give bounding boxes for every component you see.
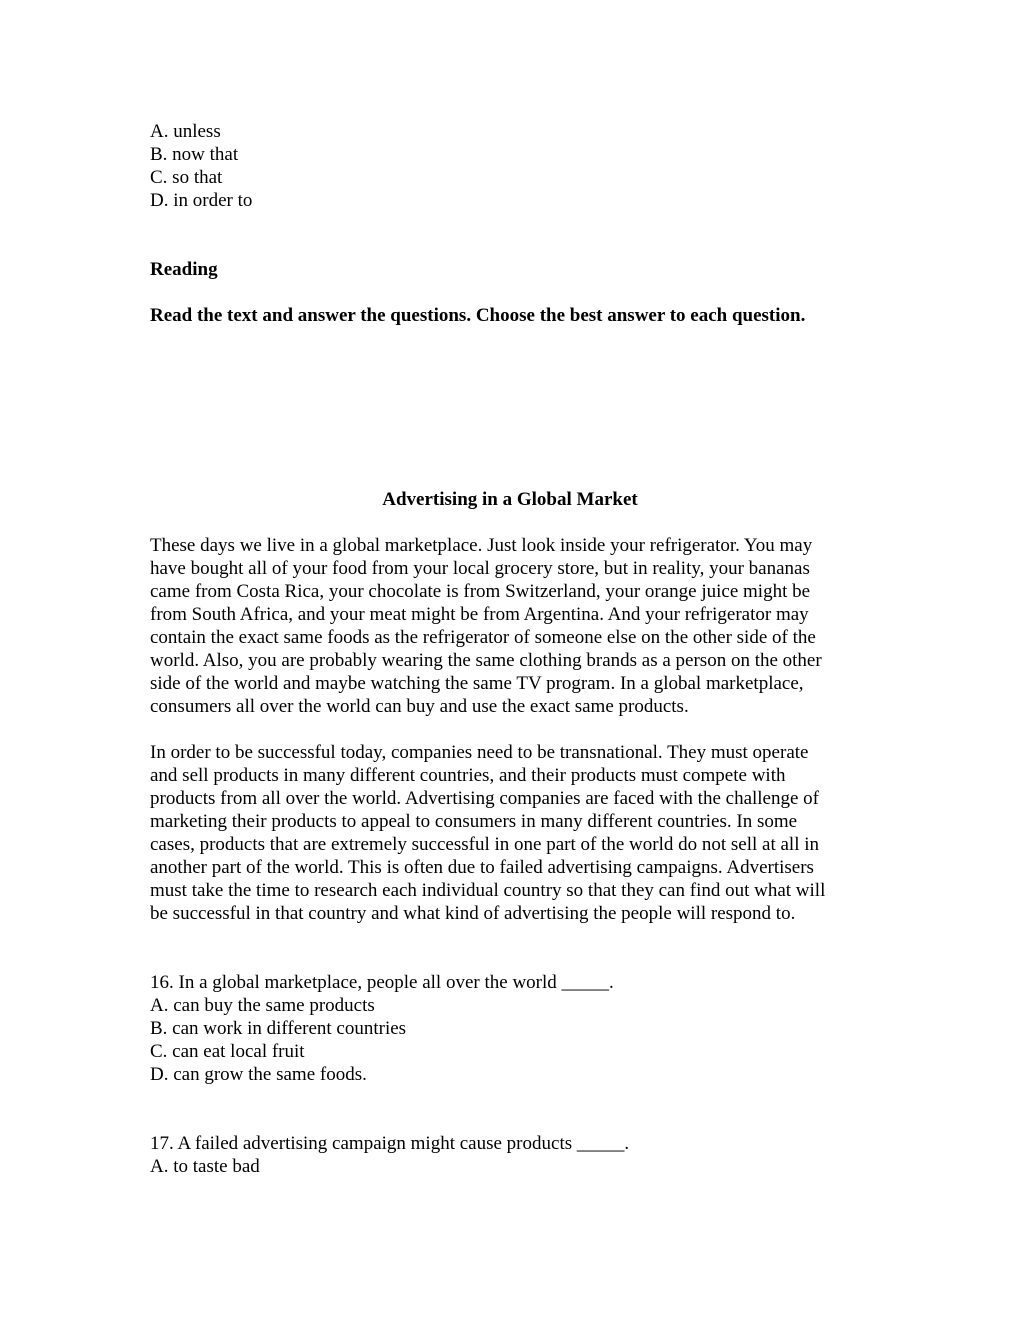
answer-option: A. can buy the same products bbox=[150, 995, 375, 1016]
option-c: C. so that bbox=[150, 167, 223, 188]
section-heading: Reading bbox=[150, 259, 218, 280]
option-a: A. unless bbox=[150, 121, 221, 142]
text-line: have bought all of your food from your local grocery store, but in reality, your bananas bbox=[150, 558, 810, 579]
question-17 bbox=[150, 1132, 629, 1178]
text-line: contain the exact same foods as the refrigerator of someone else on the other side of the bbox=[150, 627, 816, 648]
text-line: and sell products in many different countries, and their products must compete with bbox=[150, 765, 786, 786]
text-line: marketing their products to appeal to consumers in many different countries. In some bbox=[150, 811, 798, 832]
passage-paragraph-2 bbox=[150, 741, 825, 925]
answer-option: B. can work in different countries bbox=[150, 1018, 407, 1039]
text-line: These days we live in a global marketplace. Just look inside your refrigerator. You may bbox=[150, 535, 813, 556]
text-line: be successful in that country and what kind of advertising the people will respond to. bbox=[150, 903, 796, 924]
text-line: In order to be successful today, companies need to be transnational. They must operate bbox=[150, 742, 809, 763]
answer-option: A. to taste bad bbox=[150, 1156, 260, 1177]
text-line: consumers all over the world can buy and use the exact same products. bbox=[150, 696, 689, 717]
answer-option: C. can eat local fruit bbox=[150, 1041, 305, 1062]
text-line: side of the world and maybe watching the same TV program. In a global marketplace, bbox=[150, 673, 804, 694]
question-16 bbox=[150, 971, 614, 1086]
answer-option: D. can grow the same foods. bbox=[150, 1064, 367, 1085]
option-b: B. now that bbox=[150, 144, 239, 165]
option-d: D. in order to bbox=[150, 190, 253, 211]
passage-paragraph-1 bbox=[150, 534, 822, 718]
text-line: came from Costa Rica, your chocolate is from Switzerland, your orange juice might be bbox=[150, 581, 811, 602]
previous-question-options bbox=[150, 120, 252, 212]
text-line: world. Also, you are probably wearing the same clothing brands as a person on the other bbox=[150, 650, 822, 671]
text-line: cases, products that are extremely successful in one part of the world do not sell at all in bbox=[150, 834, 820, 855]
question-stem: 16. In a global marketplace, people all over the world _____. bbox=[150, 972, 614, 993]
text-line: another part of the world. This is often due to failed advertising campaigns. Advertisers bbox=[150, 857, 814, 878]
instructions: Read the text and answer the questions. Choose the best answer to each question. bbox=[150, 305, 806, 326]
text-line: from South Africa, and your meat might be from Argentina. And your refrigerator may bbox=[150, 604, 809, 625]
passage-title: Advertising in a Global Market bbox=[382, 489, 638, 510]
question-stem: 17. A failed advertising campaign might cause products _____. bbox=[150, 1133, 630, 1154]
text-line: must take the time to research each individual country so that they can find out what will bbox=[150, 880, 826, 901]
text-line: products from all over the world. Advertising companies are faced with the challenge of bbox=[150, 788, 819, 809]
